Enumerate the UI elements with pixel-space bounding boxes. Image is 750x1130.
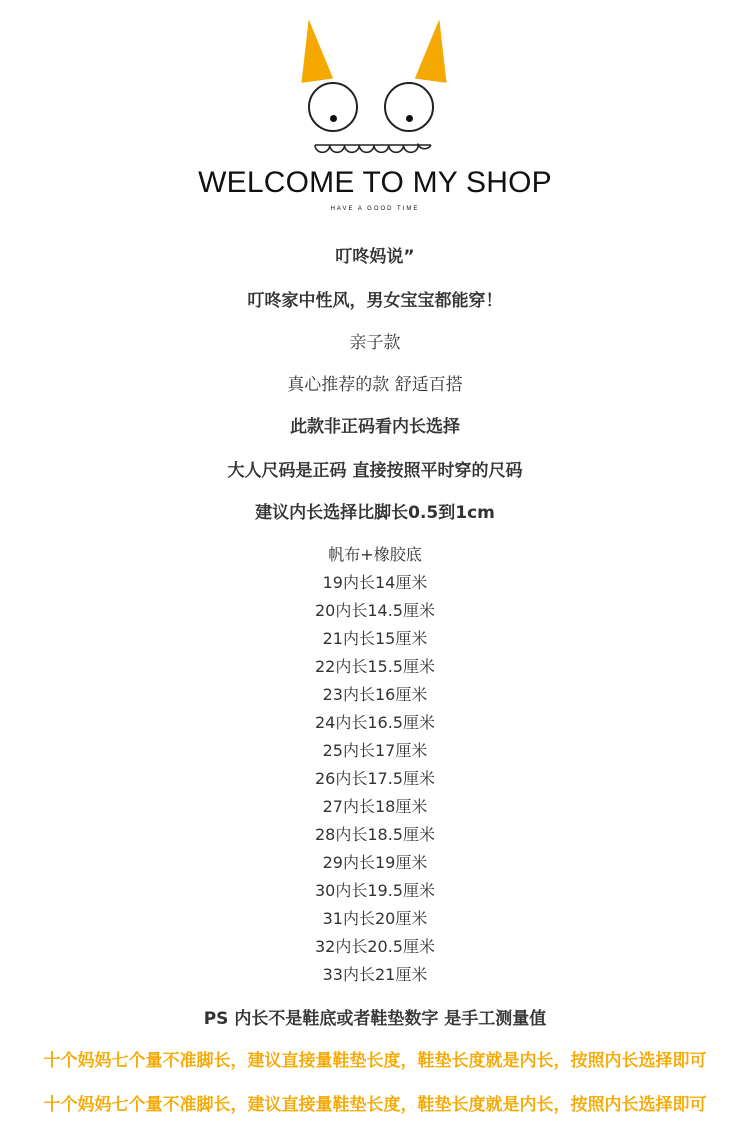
right-horn-icon [415, 17, 455, 83]
size-row: 31内长20厘米 [322, 909, 428, 928]
size-row: 33内长21厘米 [322, 965, 428, 984]
monster-logo [290, 14, 460, 160]
intro-line: 叮咚家中性风，男女宝宝都能穿！ [247, 291, 503, 311]
size-row: 19内长14厘米 [322, 573, 428, 592]
material-text: 帆布+橡胶底 [328, 545, 422, 564]
size-row: 32内长20.5厘米 [315, 937, 435, 956]
size-row: 28内长18.5厘米 [315, 825, 435, 844]
intro-line: 亲子款 [349, 333, 401, 353]
size-row: 27内长18厘米 [322, 797, 428, 816]
size-row: 22内长15.5厘米 [315, 657, 435, 676]
size-row: 21内长15厘米 [322, 629, 428, 648]
intro-line: 叮咚妈说” [335, 247, 415, 267]
intro-line: 真心推荐的款 舒适百搭 [287, 375, 463, 395]
size-row: 24内长16.5厘米 [315, 713, 435, 732]
size-row: 25内长17厘米 [322, 741, 428, 760]
left-horn-icon [293, 17, 333, 83]
right-eye-icon [384, 82, 434, 132]
left-eye-icon [308, 82, 358, 132]
size-row: 20内长14.5厘米 [315, 601, 435, 620]
mouth-icon [314, 143, 432, 157]
ps-note: PS 内长不是鞋底或者鞋垫数字 是手工测量值 [203, 1009, 547, 1029]
measure-warning: 十个妈妈七个量不准脚长，建议直接量鞋垫长度，鞋垫长度就是内长，按照内长选择即可 [43, 1095, 707, 1115]
size-row: 23内长16厘米 [322, 685, 428, 704]
shop-title: WELCOME TO MY SHOP [198, 166, 552, 199]
intro-line: 大人尺码是正码 直接按照平时穿的尺码 [227, 461, 523, 481]
measure-warning: 十个妈妈七个量不准脚长，建议直接量鞋垫长度，鞋垫长度就是内长，按照内长选择即可 [43, 1051, 707, 1071]
intro-line: 此款非正码看内长选择 [290, 417, 460, 437]
size-row: 30内长19.5厘米 [315, 881, 435, 900]
shop-tagline: HAVE A GOOD TIME [330, 206, 420, 212]
size-row: 29内长19厘米 [322, 853, 428, 872]
intro-line: 建议内长选择比脚长0.5到1cm [255, 503, 495, 523]
size-row: 26内长17.5厘米 [315, 769, 435, 788]
